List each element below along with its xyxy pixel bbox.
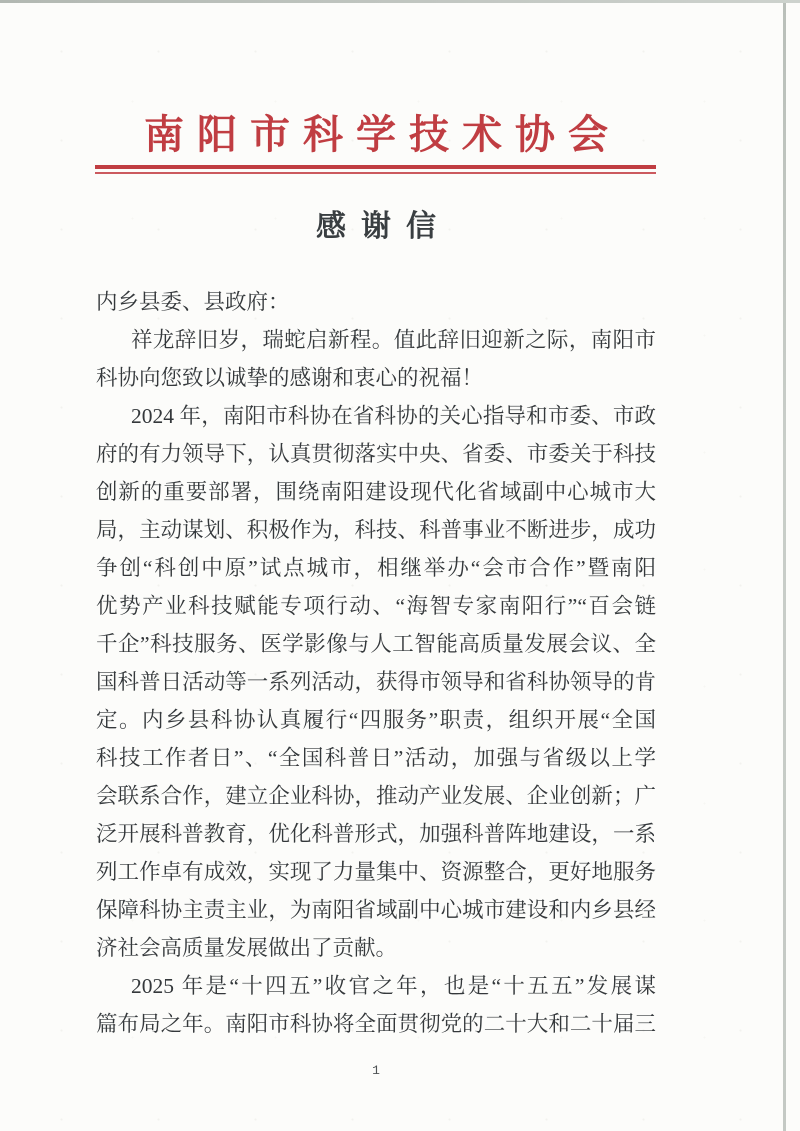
letter-line: 会联系合作，建立企业科协，推动产业发展、企业创新；广 <box>96 784 656 808</box>
scan-right-edge-artifact <box>783 3 786 1131</box>
letterhead-double-rule <box>95 165 656 174</box>
letter-line: 争创“科创中原”试点城市，相继举办“会市合作”暨南阳 <box>96 556 656 580</box>
letter-line: 内乡县委、县政府： <box>96 290 290 314</box>
letter-line: 局，主动谋划、积极作为，科技、科普事业不断进步，成功 <box>96 518 656 542</box>
letter-body <box>96 283 656 1043</box>
letter-line: 济社会高质量发展做出了贡献。 <box>96 936 398 960</box>
letter-line: 2025 年是“十四五”收官之年，也是“十五五”发展谋 <box>131 974 656 998</box>
letter-line: 定。内乡县科协认真履行“四服务”职责，组织开展“全国 <box>96 708 656 732</box>
letter-line: 千企”科技服务、医学影像与人工智能高质量发展会议、全 <box>96 632 656 656</box>
letter-line: 科技工作者日”、“全国科普日”活动，加强与省级以上学 <box>96 746 656 770</box>
letter-line: 优势产业科技赋能专项行动、“海智专家南阳行”“百会链 <box>96 594 656 618</box>
letter-line: 科协向您致以诚挚的感谢和衷心的祝福！ <box>96 366 484 390</box>
letter-line: 府的有力领导下，认真贯彻落实中央、省委、市委关于科技 <box>96 442 656 466</box>
page-number: 1 <box>372 1063 380 1078</box>
letter-line: 保障科协主责主业，为南阳省域副中心城市建设和内乡县经 <box>96 898 656 922</box>
letter-line: 泛开展科普教育，优化科普形式，加强科普阵地建设，一系 <box>96 822 656 846</box>
scan-top-edge-artifact <box>0 0 800 3</box>
document-title: 感谢信 <box>316 210 451 243</box>
letter-line: 篇布局之年。南阳市科协将全面贯彻党的二十大和二十届三 <box>96 1012 656 1036</box>
letter-line: 列工作卓有成效，实现了力量集中、资源整合，更好地服务 <box>96 860 656 884</box>
letter-line: 创新的重要部署，围绕南阳建设现代化省域副中心城市大 <box>96 480 656 504</box>
letterhead-organization-title: 南阳市科学技术协会 <box>144 113 621 157</box>
letter-line: 国科普日活动等一系列活动，获得市领导和省科协领导的肯 <box>96 670 656 694</box>
letter-line: 2024 年，南阳市科协在省科协的关心指导和市委、市政 <box>131 404 656 428</box>
letter-line: 祥龙辞旧岁，瑞蛇启新程。值此辞旧迎新之际，南阳市 <box>131 328 656 352</box>
